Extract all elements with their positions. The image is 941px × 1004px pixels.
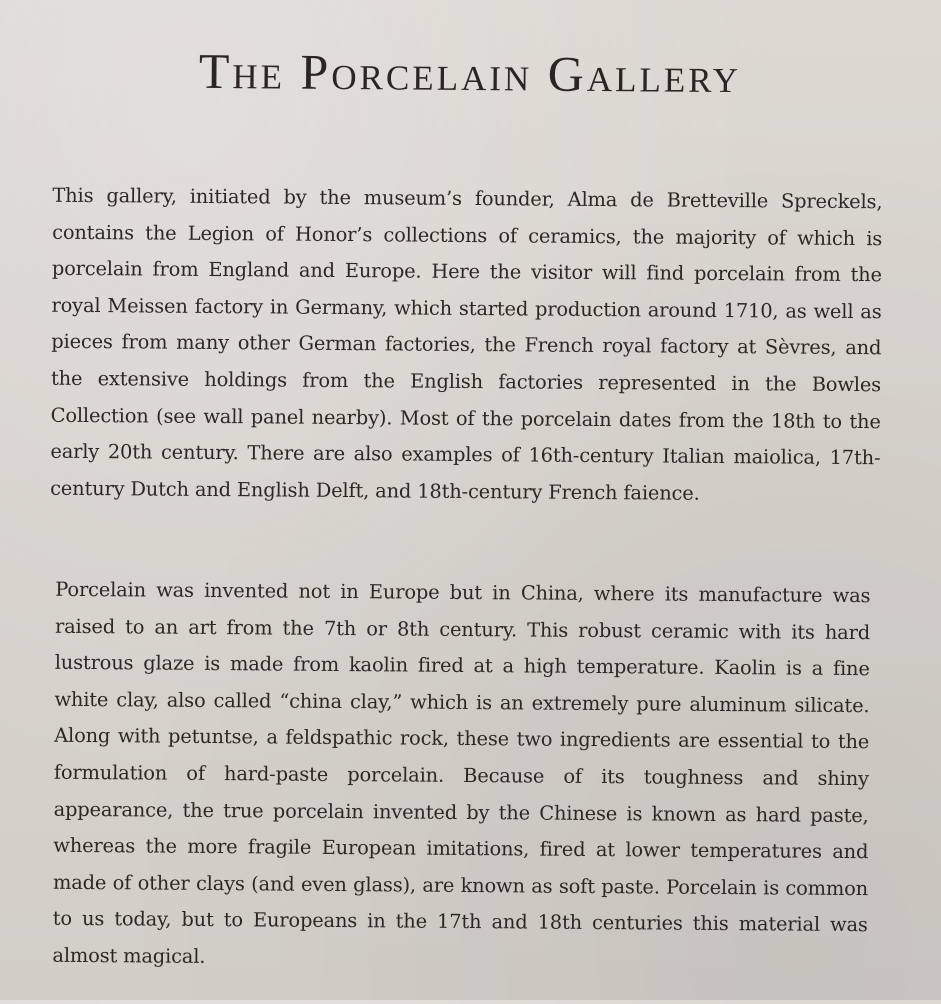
paragraph-gallery-intro: This gallery, initiated by the museum’s founder, Alma de Bretteville Spreckels, contains the Legion of Honor’s collections of ceramics, the majority of which is porcelain from England and Europe. Here the visitor will find porcelain from the royal Meissen factory in Germany, which started production around 1710, as well as pieces from many other German factories, the French royal factory at Sèvres, and the extensive holdings from the English factories represented in the Bowles Collection (see wall panel nearby). Most of the porcelain dates from the 18th to the early 20th century. There are also examples of 16th-century Italian maiolica, 17th-century Dutch and English Delft, and 18th-century French faience. — [50, 183, 883, 505]
paragraph-porcelain-history: Porcelain was invented not in Europe but in China, where its manufacture was raised to an art from the 7th or 8th century. This robust ceramic with its hard lustrous glaze is made from kaolin fired at a high temperature. Kaolin is a fine white clay, also called “china clay,” which is an extremely pure aluminum silicate. Along with petuntse, a feldspathic rock, these two ingredients are essential to the formulation of hard-paste porcelain. Because of its toughness and shiny appearance, the true porcelain invented by the Chinese is known as hard paste, whereas the more fragile European imitations, fired at lower temperatures and made of other clays (and even glass), are known as soft paste. Porcelain is common to us today, but to Europeans in the 17th and 18th centuries this material was almost magical. — [52, 577, 871, 968]
panel-title: The Porcelain Gallery — [198, 42, 742, 104]
